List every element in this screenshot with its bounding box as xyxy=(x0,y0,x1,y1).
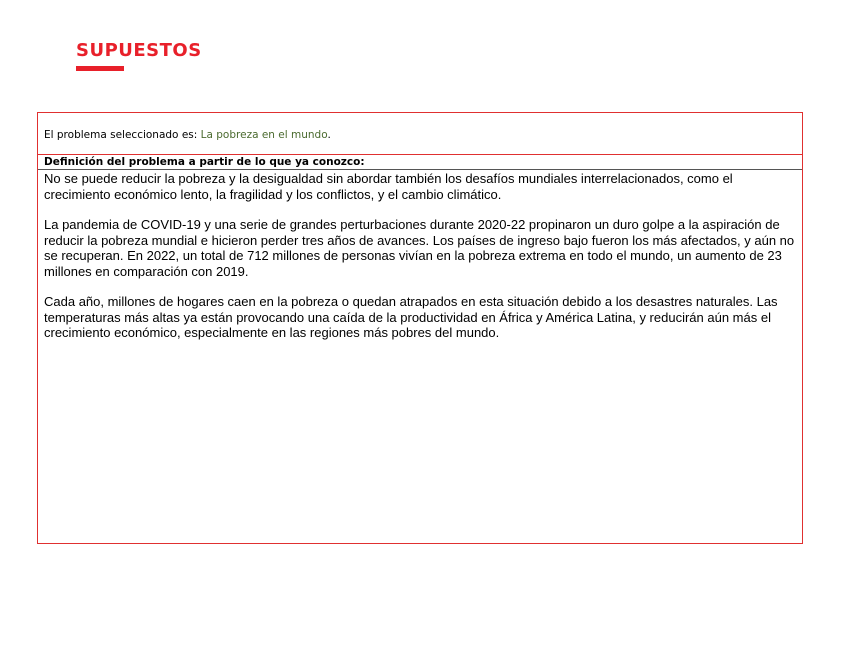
definition-paragraph: La pandemia de COVID-19 y una serie de grandes perturbaciones durante 2020-22 propinaron un duro golpe a la aspiración de reducir la pobreza mundial e hicieron perder tres años de avances. Los países de ingreso bajo fueron los más afectados, y aún no se recuperan. En 2022, un total de 712 millones de personas vivían en la pobreza extrema en todo el mundo, un aumento de 23 millones en comparación con 2019. xyxy=(44,217,795,279)
definition-paragraph: No se puede reducir la pobreza y la desigualdad sin abordar también los desafíos mundiales interrelacionados, como el crecimiento económico lento, la fragilidad y los conflictos, y el cambio climático. xyxy=(44,171,733,202)
selected-problem-row xyxy=(38,113,802,155)
problem-box xyxy=(37,112,803,544)
selected-problem-line xyxy=(44,128,331,142)
selected-problem-label: El problema seleccionado es: xyxy=(44,129,198,141)
definition-heading: Definición del problema a partir de lo que ya conozco: xyxy=(44,156,365,168)
definition-divider xyxy=(38,169,802,170)
definition-paragraph: Cada año, millones de hogares caen en la pobreza o quedan atrapados en esta situación debido a los desastres naturales. Las temperaturas más altas ya están provocando una caída de la productividad en África y América Latina, y reducirán aún más el crecimiento económico, especialmente en las regiones más pobres del mundo. xyxy=(44,294,778,340)
selected-problem-value: La pobreza en el mundo xyxy=(200,129,328,141)
page-title: SUPUESTOS xyxy=(76,40,202,61)
selected-problem-suffix: . xyxy=(327,129,331,141)
title-underline-accent xyxy=(76,66,124,71)
definition-body xyxy=(44,171,798,356)
